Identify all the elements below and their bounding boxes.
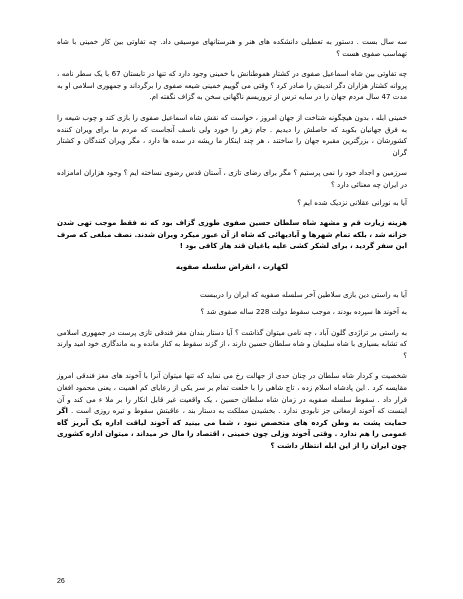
quote-paragraph: هزینه زیارت قم و مشهد شاه سلطان حسین صفوی طوری گزاف بود که نه فقط موجب تهی شدن خزانه شد ، بلکه تمام شهرها و آبادیهائی که شاه از آن عبور میکرد ویران شدند. نصف مبلغی که صرف این سفر گردید ، برای لشکر کشی علیه یاغیان قند هار کافی بود ! (57, 218, 407, 251)
page-body (57, 36, 407, 461)
paragraph: آیا به نورانی عقلانی نزدیک شده ایم ؟ (297, 197, 407, 207)
paragraph: به آخوند ها سپرده بودند ، موجب سقوط دولت 228 ساله صفوی شد ؟ (200, 307, 407, 317)
paragraph (57, 370, 407, 451)
paragraph-text: شخصیت و کردار شاه سلطان در چنان حدی از جهالت رخ می نماید که تنها میتوان آنرا با آخوند های مغز فندقی امروز مقایسه کرد . این پادشاه اسلام زده ، تاج شاهی را با خلعت تمام بر سر یکی از رعایای کم اهمیت ، یعنی محمود افغان قرار داد . سقوط سلسله صفویه در زمان شاه سلطان حسین ، یک واقعیت غیر قابل انکار را بر ملا ء می کند و آن اینست که آخوند ارمغانی جز نابودی ندارد . بخشیدن مملکت به دستار بند ، عاقبتش سقوط و تیره روزی است . (57, 371, 407, 416)
emphasis-text: اگر حمایت پشت به وطن کرده های متخصص نبود ، شما می بینید که آخوند لیاقت اداره یک آبریز گاه عمومی را هم ندارد . وقتی آخوند وزلی چون خمینی ، اقتصاد را مال خر میداند ، میتوان اداره کشوری چون ایران را از این ابله انتظار داشت ؟ (57, 406, 407, 451)
quote-source: لکهارت ، انقراض سلسله صفویه (175, 261, 289, 271)
paragraph: سه سال بست . دستور به تعطیلی دانشکده های هنر و هنرستانهای موسیقی داد. چه تفاوتی بین کار خمینی با شاه تهماسب صفوی هست ؟ (57, 37, 407, 58)
paragraph: به راستی بر تراژدی گلون آباد ، چه نامی میتوان گذاشت ؟ آیا دستار بندان مغز فندقی تازی پرست در جمهوری اسلامی که تشابه بسیاری با شاه سلیمان و شاه سلطان حسین دارند ، از گزند سقوط به کنار مانده و به ماندگاری خود امید وارند ؟ (57, 327, 407, 360)
paragraph: سرزمین و اجداد خود را نمی پرستیم ؟ مگر برای رضای تازی ، آستان قدس رضوی نساخته ایم ؟ وجود هزاران امامزاده در ایران چه معنائی دارد ؟ (57, 168, 407, 189)
page-number: 26 (57, 578, 65, 585)
paragraph: آیا به راستی دین بازی سلاطین آخر سلسله صفویه که ایران را درببست (199, 289, 407, 299)
paragraph: چه تفاوتی بین شاه اسماعیل صفوی در کشتار هموطنانش با خمینی وجود دارد که تنها در تابستان 67 با یک سطر نامه ، پروانه کشتار هزاران دگر اندیش را صادر کرد ؟ وقتی می گوییم خمینی شیعه صفوی را برگرداند و جمهوری اسلامی او به مدت 47 سال مردم جهان را در سایه ترس از تروریسم ناگهانی سخن به گزاف نگفته ام. (57, 69, 407, 102)
paragraph: خمینی ابله ، بدون هیچگونه شناخت از جهان امروز ، خواست که نقش شاه اسماعیل صفوی را بازی کند و چوب شیعه را به فرق جهانیان بکوبد که حاصلش را دیدیم . جام زهر را خورد ولی ناسف آنجاست که مردم ما برای ویران کننده کشورشان ، بزرگترین مقبره جهان را ساختند ، هر چند اینکار ما ریشه در سده ها دارد ، مگر ویران کنندگان و کشتار گران (57, 112, 407, 157)
